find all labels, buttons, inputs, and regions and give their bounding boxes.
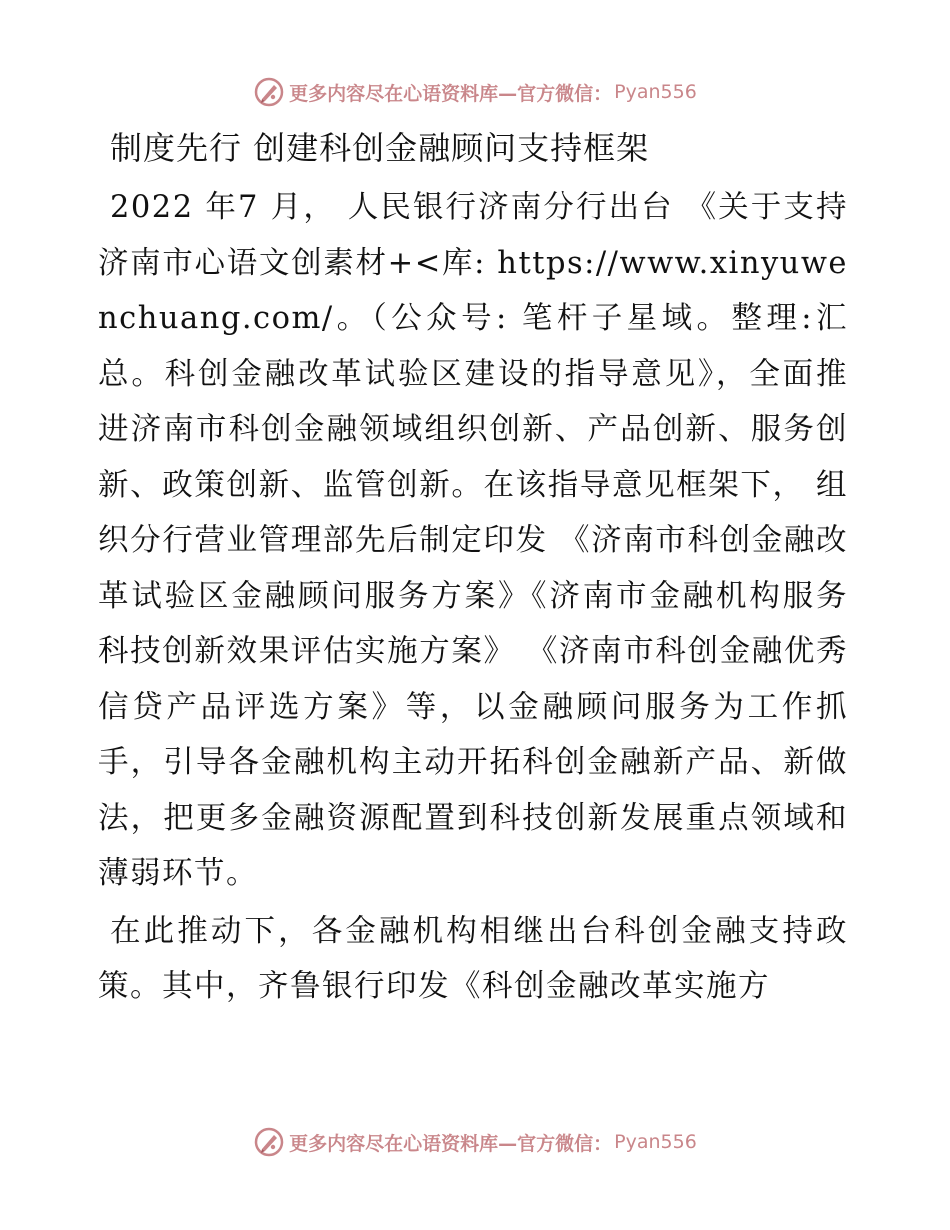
section-title: 制度先行 创建科创金融顾问支持框架 bbox=[110, 129, 650, 167]
pen-logo-icon bbox=[253, 1126, 285, 1158]
watermark-text: 更多内容尽在心语资料库—官方微信： bbox=[289, 1132, 613, 1155]
body-paragraph: 2022 年7 月， 人民银行济南分行出台 《关于支持济南市心语文创素材+<库: https://www.xinyuwenchuang.com/。（公众号: 笔杆子星域。整理:汇总。科创金融改革试验区建设的指导意见》，全面推进济南市科创金融领域组织创新、产品创新、服务创新、政策创新、监管创新。在该指导意见框架下， 组织分行营业管理部先后制定印发 《济南市科创金融改革试验区金融顾问服务方案》《济南市金融机构服务科技创新效果评估实施方案》 《济南市科创金融优秀信贷产品评选方案》等，以金融顾问服务为工作抓手，引导各金融机构主动开拓科创金融新产品、新做法，把更多金融资源配置到科技创新发展重点领域和薄弱环节。 bbox=[98, 190, 848, 891]
document-body bbox=[98, 126, 848, 1017]
watermark-wechat-id: Pyan556 bbox=[614, 1131, 697, 1153]
pen-logo-icon bbox=[253, 76, 285, 108]
body-paragraph: 在此推动下，各金融机构相继出台科创金融支持政策。其中，齐鲁银行印发《科创金融改革实施方 bbox=[98, 913, 848, 1004]
watermark-text: 更多内容尽在心语资料库—官方微信： bbox=[289, 82, 613, 105]
footer-watermark-banner bbox=[0, 1122, 950, 1162]
header-watermark-banner bbox=[0, 72, 950, 112]
watermark-wechat-id: Pyan556 bbox=[614, 81, 697, 103]
